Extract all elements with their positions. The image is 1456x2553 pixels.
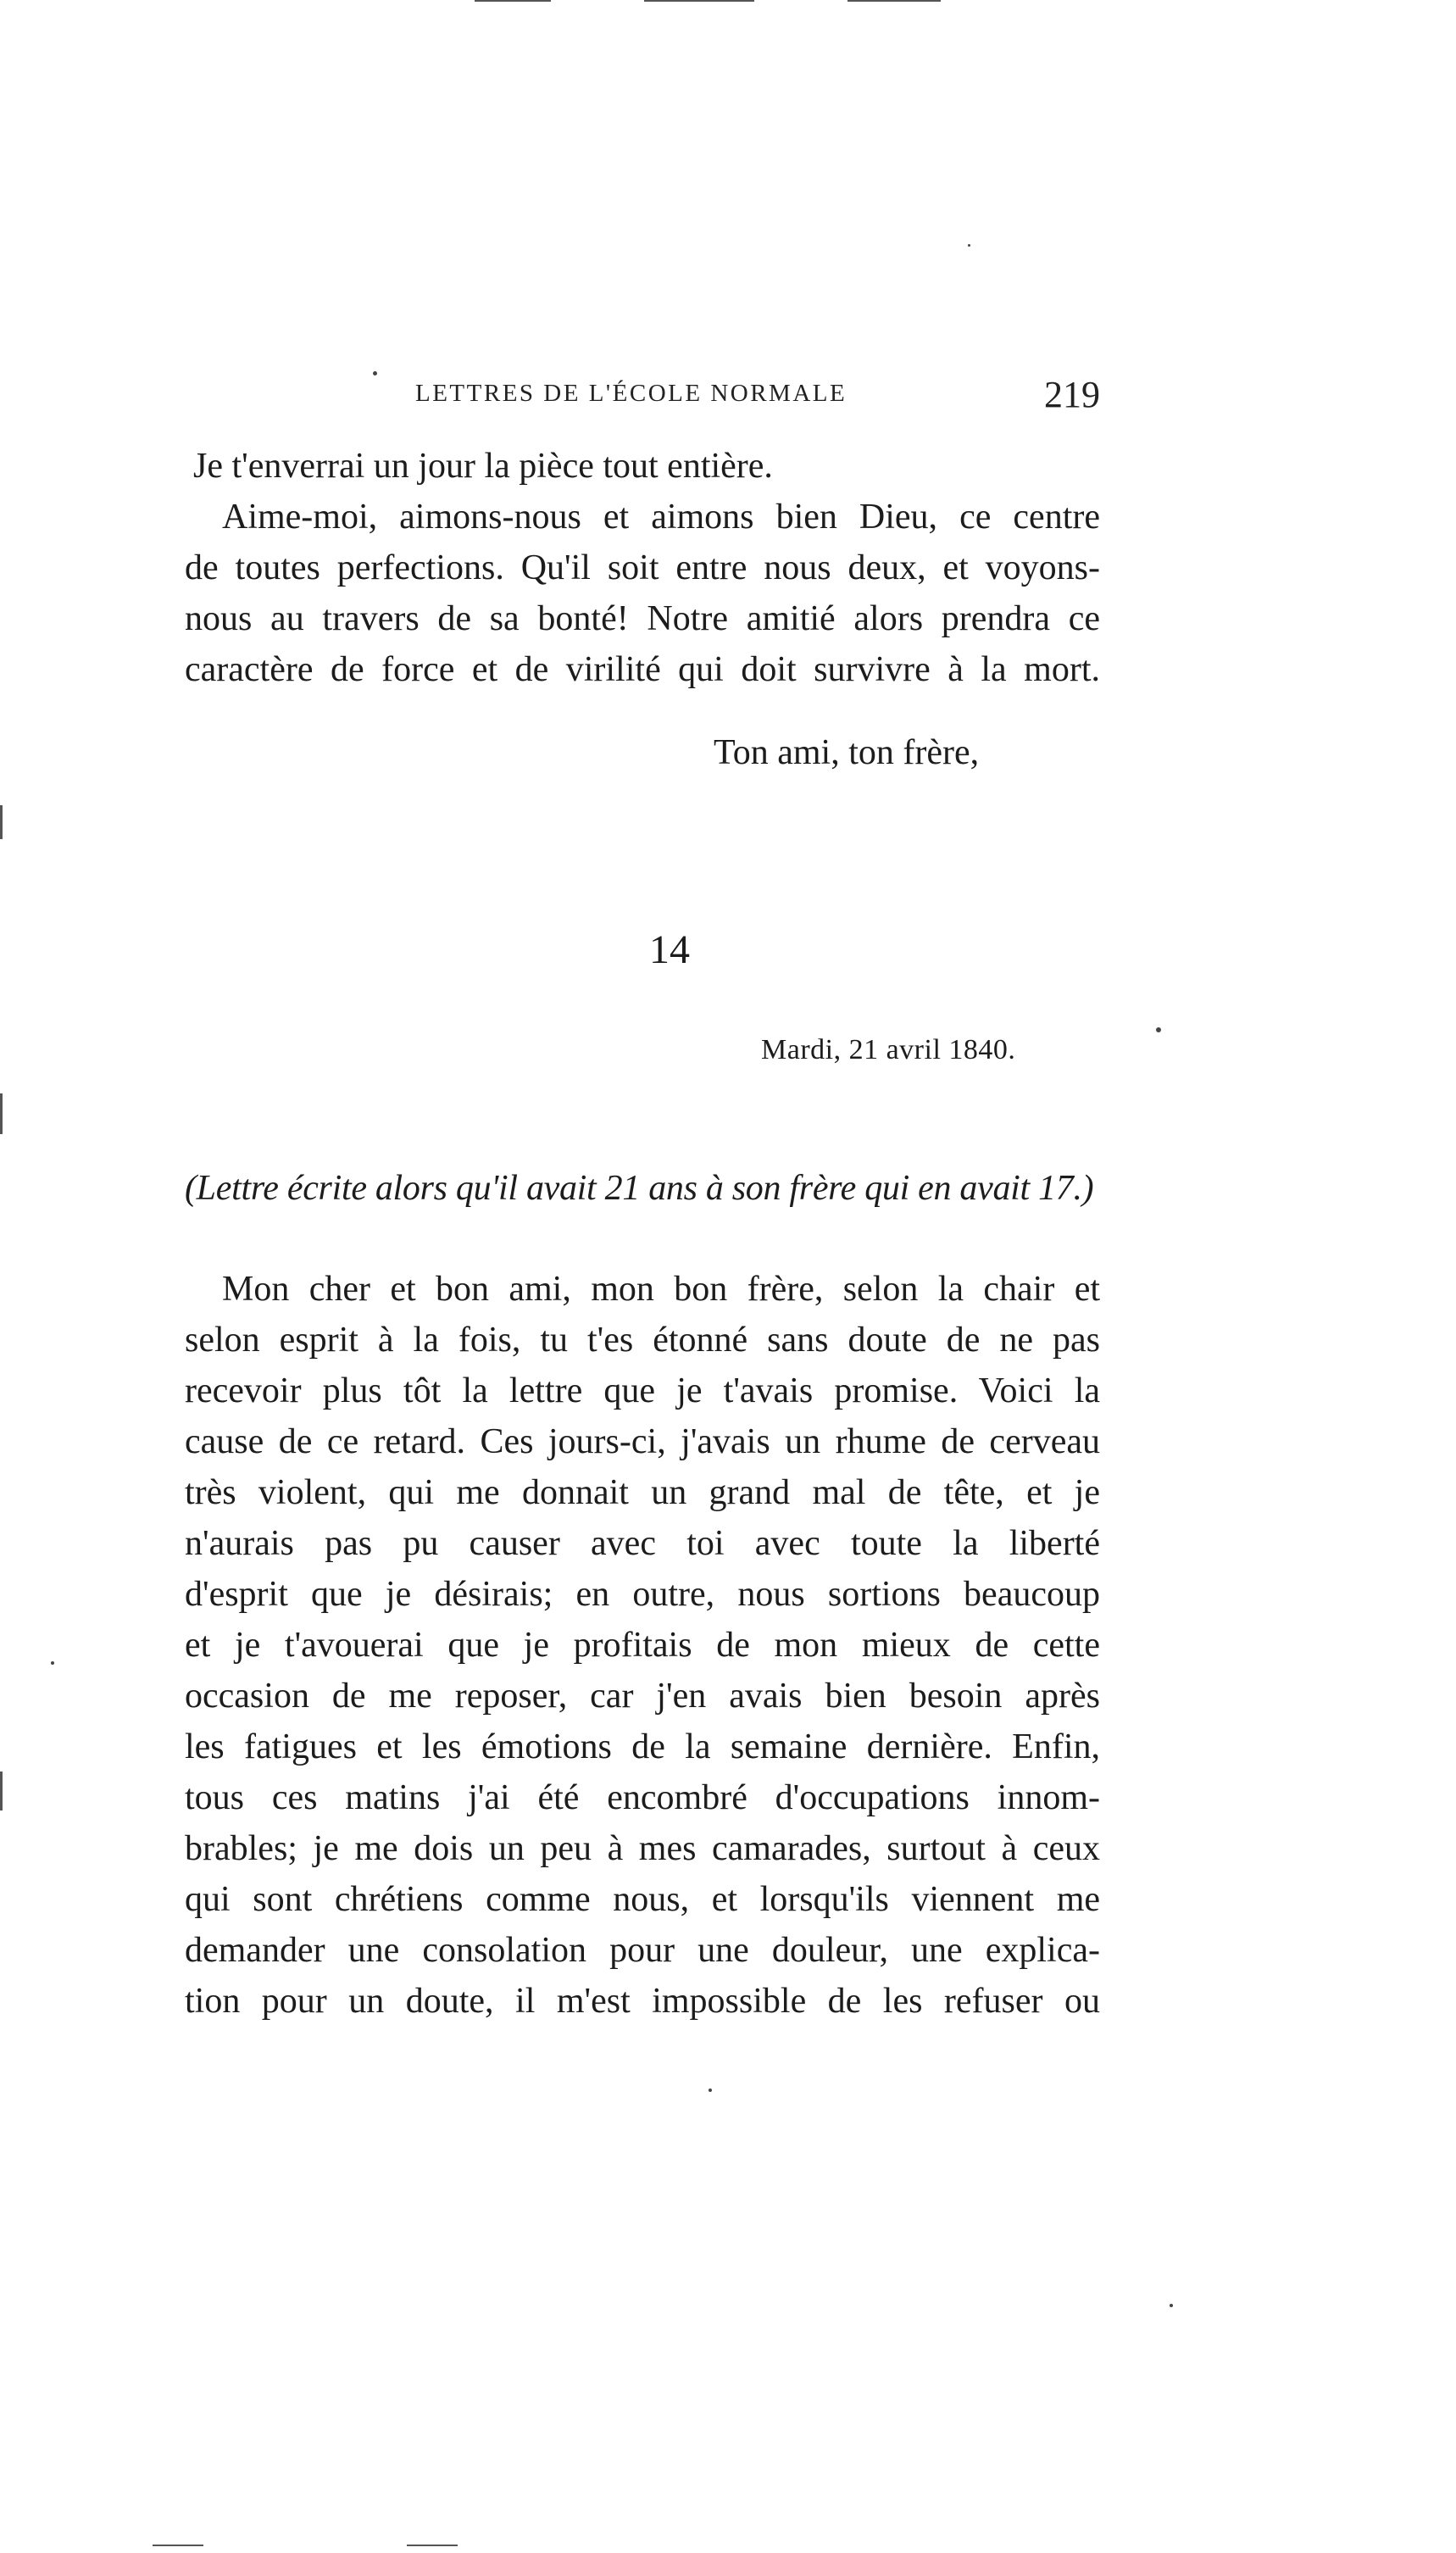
scan-edge-mark [847,0,941,2]
scan-edge-mark [475,0,551,2]
page-number: 219 [1044,374,1100,415]
text-line: nous au travers de sa bonté! Notre amitié alors prendra ce [185,599,1100,638]
scan-speck [1170,2304,1173,2307]
running-header: LETTRES DE L'ÉCOLE NORMALE [415,380,847,407]
text-line: très violent, qui me donnait un grand mal de tête, et je [185,1473,1100,1512]
scan-speck [968,244,970,247]
editorial-note: (Lettre écrite alors qu'il avait 21 ans à son frère qui en avait 17.) [185,1169,1094,1208]
scan-edge-mark [0,1093,3,1134]
letter-number: 14 [649,927,690,972]
text-line: et je t'avouerai que je profitais de mon mieux de cette [185,1626,1100,1665]
paragraph [185,492,1100,695]
text-line: qui sont chrétiens comme nous, et lorsqu'ils viennent me [185,1880,1100,1919]
text-line: Je t'enverrai un jour la pièce tout entière. [193,447,773,486]
paragraph [185,441,1100,492]
scan-speck [51,1661,54,1665]
previous-letter-ending [185,441,1100,695]
letter-body [185,1264,1100,2027]
text-line: brables; je me dois un peu à mes camarades, surtout à ceux [185,1829,1100,1868]
text-line: cause de ce retard. Ces jours-ci, j'avais un rhume de cerveau [185,1422,1100,1461]
text-line: de toutes perfections. Qu'il soit entre nous deux, et voyons- [185,548,1100,587]
scan-edge-mark [0,805,3,839]
text-line: Mon cher et bon ami, mon bon frère, selon la chair et [222,1270,1100,1309]
text-line: d'esprit que je désirais; en outre, nous sortions beaucoup [185,1575,1100,1614]
text-line: caractère de force et de virilité qui doit survivre à la mort. [185,650,1100,689]
text-line: tous ces matins j'ai été encombré d'occupations innom- [185,1778,1100,1817]
letter-closing: Ton ami, ton frère, [714,733,980,772]
text-line: tion pour un doute, il m'est impossible de les refuser ou [185,1982,1100,2021]
scan-speck [1156,1027,1161,1032]
text-line: Aime-moi, aimons-nous et aimons bien Dieu, ce centre [222,498,1100,537]
scan-edge-mark [644,0,754,2]
text-line: selon esprit à la fois, tu t'es étonné sans doute de ne pas [185,1321,1100,1360]
text-line: n'aurais pas pu causer avec toi avec toute la liberté [185,1524,1100,1563]
paragraph [185,1264,1100,2027]
text-line: recevoir plus tôt la lettre que je t'avais promise. Voici la [185,1371,1100,1410]
letter-date: Mardi, 21 avril 1840. [761,1034,1016,1065]
scan-edge-mark [407,2545,458,2546]
text-line: occasion de me reposer, car j'en avais bien besoin après [185,1677,1100,1716]
scan-edge-mark [0,1772,3,1810]
text-line: les fatigues et les émotions de la semaine dernière. Enfin, [185,1727,1100,1766]
scan-edge-mark [153,2545,203,2546]
text-line: demander une consolation pour une douleur, une explica- [185,1931,1100,1970]
scan-speck [709,2089,712,2092]
scan-speck [373,371,377,375]
